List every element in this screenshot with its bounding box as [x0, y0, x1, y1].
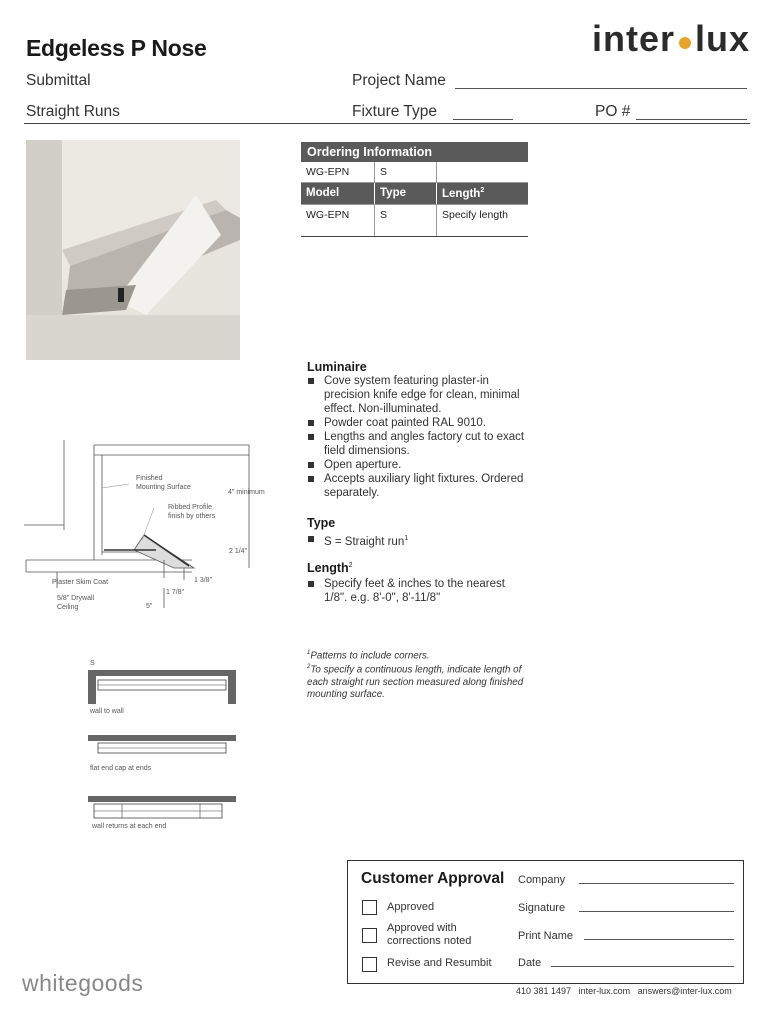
header-divider: [24, 123, 750, 124]
print-name-label: Print Name: [518, 930, 574, 942]
po-label: PO #: [595, 103, 631, 120]
label-finished-surface: Finished Mounting Surface: [136, 475, 191, 491]
row-length: Specify length: [442, 208, 508, 221]
signature-field[interactable]: [579, 911, 734, 912]
logo-text-left: inter: [591, 18, 675, 59]
col-length-text: Length: [442, 187, 481, 200]
row-model: WG-EPN: [301, 205, 375, 236]
phone: 410 381 1497: [516, 986, 572, 996]
logo-dot-icon: [679, 37, 691, 49]
col-length-sup: 2: [480, 187, 485, 194]
approved-corrections-label: Approved with corrections noted: [387, 922, 472, 947]
label-5: 5": [146, 603, 153, 610]
example-model: WG-EPN: [301, 162, 375, 182]
email-link[interactable]: answers@inter-lux.com: [637, 986, 732, 996]
contact-info: [516, 986, 732, 996]
label-1-7-8: 1 7/8": [166, 589, 185, 596]
ordering-title: Ordering Information: [301, 142, 528, 162]
type-item: [307, 532, 532, 549]
example-type: S: [375, 162, 437, 182]
revise-label: Revise and Resumbit: [387, 957, 492, 969]
website-link[interactable]: inter-lux.com: [578, 986, 631, 996]
ordering-header-row: [301, 183, 528, 205]
run-wall-returns: [88, 796, 238, 820]
print-name-field[interactable]: [584, 939, 734, 940]
run-wall-to-wall: [88, 670, 238, 706]
logo-text-right: lux: [694, 18, 750, 59]
length-list: [307, 577, 522, 605]
fixture-type-field[interactable]: [453, 119, 513, 120]
product-photo: [26, 140, 240, 360]
company-field[interactable]: [579, 883, 734, 884]
approved-label: Approved: [387, 901, 435, 913]
run-flat-end: [88, 735, 238, 757]
ordering-example-row: [301, 162, 528, 183]
s-label: S: [90, 660, 95, 667]
footnote-1-sup: 1: [307, 650, 311, 656]
ordering-data-row: [301, 205, 528, 237]
wall-returns-label: wall returns at each end: [92, 823, 167, 830]
label-ribbed-profile: Ribbed Profile finish by others: [168, 504, 216, 520]
fixture-type-label: Fixture Type: [352, 103, 438, 120]
po-field[interactable]: [636, 119, 747, 120]
length-heading-text: Length: [307, 561, 349, 575]
straight-runs-label: Straight Runs: [26, 103, 120, 120]
ordering-table: [301, 142, 528, 237]
approved-corrections-checkbox[interactable]: [362, 928, 377, 943]
row-type: S: [375, 205, 437, 236]
wall-to-wall-label: wall to wall: [90, 708, 124, 715]
submittal-label: Submittal: [26, 72, 91, 89]
company-label: Company: [518, 874, 566, 886]
type-list: [307, 532, 532, 549]
luminaire-item: Accepts auxiliary light fixtures. Ordered separately.: [307, 472, 532, 500]
type-sup: 1: [404, 535, 409, 542]
length-item: Specify feet & inches to the nearest 1/8". e.g. 8'-0", 8'-11/8": [307, 577, 522, 605]
date-field[interactable]: [551, 966, 734, 967]
footnote-1-text: Patterns to include corners.: [310, 650, 430, 662]
label-1-3-8: 1 3/8": [194, 577, 213, 584]
type-heading: Type: [307, 516, 336, 530]
project-name-label: Project Name: [352, 72, 446, 89]
luminaire-item: Cove system featuring plaster-in precision knife edge for clean, minimal effect. Non-illuminated.: [307, 374, 532, 416]
project-name-field[interactable]: [455, 88, 747, 89]
luminaire-item: Open aperture.: [307, 458, 532, 472]
interlux-logo: [592, 18, 750, 60]
luminaire-item: Powder coat painted RAL 9010.: [307, 416, 532, 430]
length-heading: [307, 561, 353, 575]
luminaire-list: [307, 374, 532, 500]
signature-label: Signature: [518, 902, 566, 914]
example-length: [437, 162, 528, 182]
type-item-text: S = Straight run: [324, 535, 405, 548]
col-type: Type: [375, 183, 437, 204]
col-model: Model: [301, 183, 375, 204]
footnote-2-text: To specify a continuous length, indicate length of each straight run section measured along finished mounting surface.: [307, 664, 524, 701]
label-4-minimum: 4" minimum: [228, 489, 265, 496]
approved-checkbox[interactable]: [362, 900, 377, 915]
footnote-2-sup: 2: [307, 664, 311, 670]
col-length: [437, 183, 528, 204]
revise-checkbox[interactable]: [362, 957, 377, 972]
whitegoods-logo: whitegoods: [22, 970, 144, 996]
luminaire-heading: Luminaire: [307, 360, 367, 374]
page-title: Edgeless P Nose: [26, 35, 207, 61]
flat-end-label: flat end cap at ends: [90, 765, 152, 772]
approval-title: Customer Approval: [361, 870, 505, 887]
footnote-2: [307, 661, 532, 702]
label-plaster-skim: Plaster Skim Coat: [52, 579, 109, 586]
section-diagram: [24, 440, 284, 620]
customer-approval-box: [347, 860, 744, 984]
label-2-1-4: 2 1/4": [229, 548, 248, 555]
length-sup: 2: [348, 561, 353, 569]
luminaire-item: Lengths and angles factory cut to exact field dimensions.: [307, 430, 532, 458]
date-label: Date: [518, 957, 542, 969]
label-drywall: 5/8" Drywall Ceiling: [57, 595, 95, 611]
